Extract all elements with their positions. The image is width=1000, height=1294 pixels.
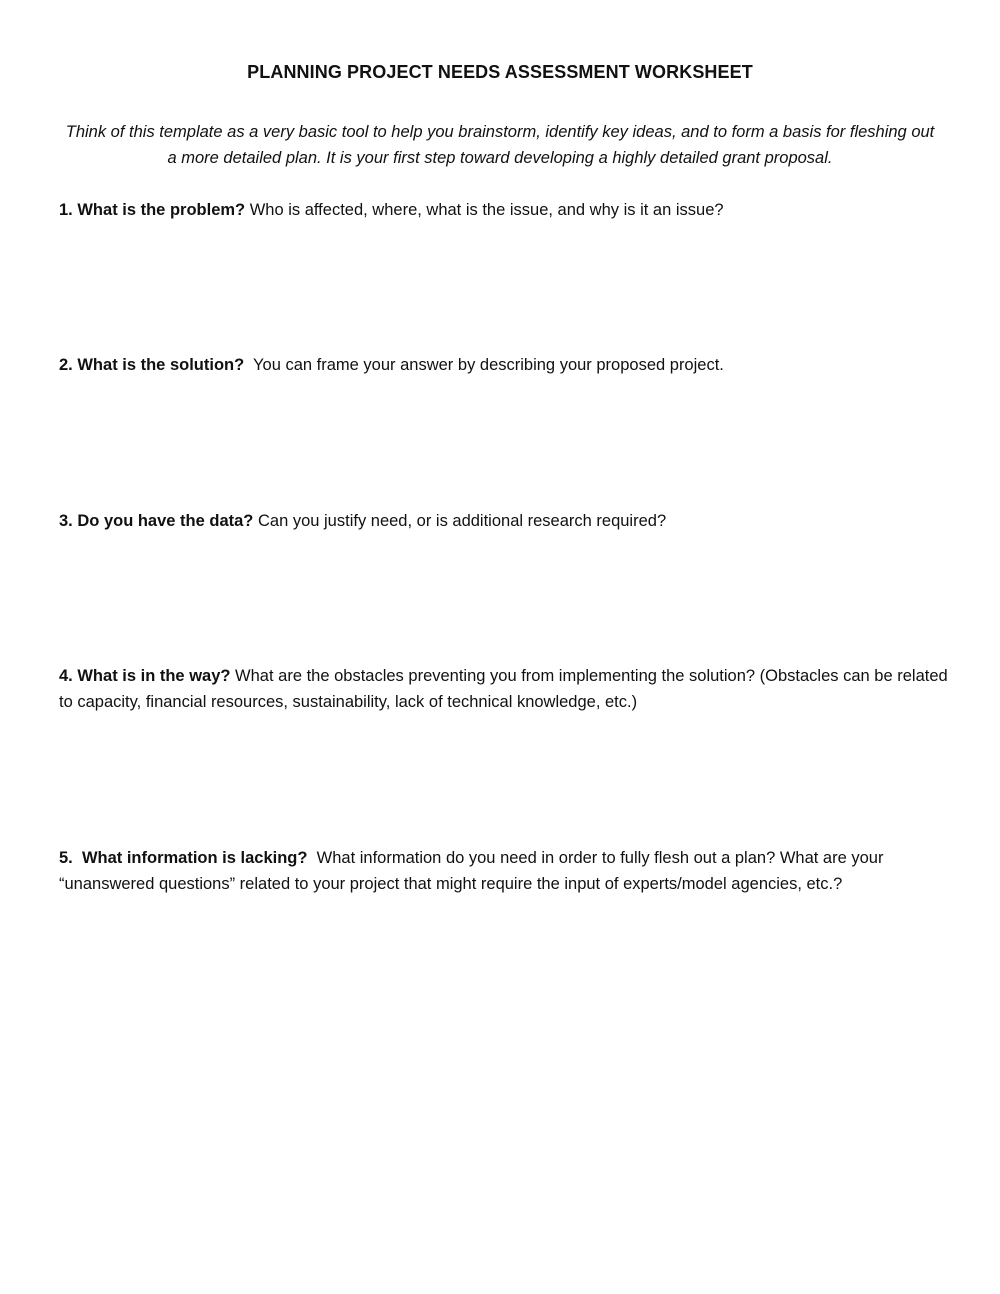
question-3 [59,508,949,534]
question-1 [59,197,949,223]
intro-paragraph: Think of this template as a very basic tool to help you brainstorm, identify key ideas, and to form a basis for fleshing out a more detailed plan. It is your first step toward developing a highly detailed grant proposal. [65,123,935,167]
question-5-heading [59,849,307,867]
question-4-title: What is in the way? [77,667,231,685]
question-4-text: What are the obstacles preventing you from implementing the solution? (Obstacles can be related to capacity, financial resources, sustainability, lack of technical knowledge, etc.) [59,667,953,711]
question-4-heading [59,667,230,685]
question-5 [59,845,949,897]
question-1-text: Who is affected, where, what is the issue, and why is it an issue? [245,201,724,219]
question-1-heading [59,201,245,219]
page-title: PLANNING PROJECT NEEDS ASSESSMENT WORKSHEET [247,62,753,82]
question-4 [59,663,953,715]
question-2-title: What is the solution? [77,356,245,374]
question-1-title: What is the problem? [77,201,246,219]
question-2-heading [59,356,244,374]
question-5-title: What information is lacking? [77,849,308,867]
question-2 [59,352,949,378]
question-3-number: 3. [59,512,73,530]
question-4-number: 4. [59,667,73,685]
question-3-heading [59,512,253,530]
question-2-text: You can frame your answer by describing your proposed project. [244,356,724,374]
question-5-number: 5. [59,849,73,867]
question-3-text: Can you justify need, or is additional research required? [253,512,667,530]
question-3-title: Do you have the data? [77,512,254,530]
question-2-number: 2. [59,356,73,374]
question-5-text: What information do you need in order to fully flesh out a plan? What are your “unanswered questions” related to your project that might require the input of experts/model agencies, etc.? [59,849,889,893]
question-1-number: 1. [59,201,73,219]
